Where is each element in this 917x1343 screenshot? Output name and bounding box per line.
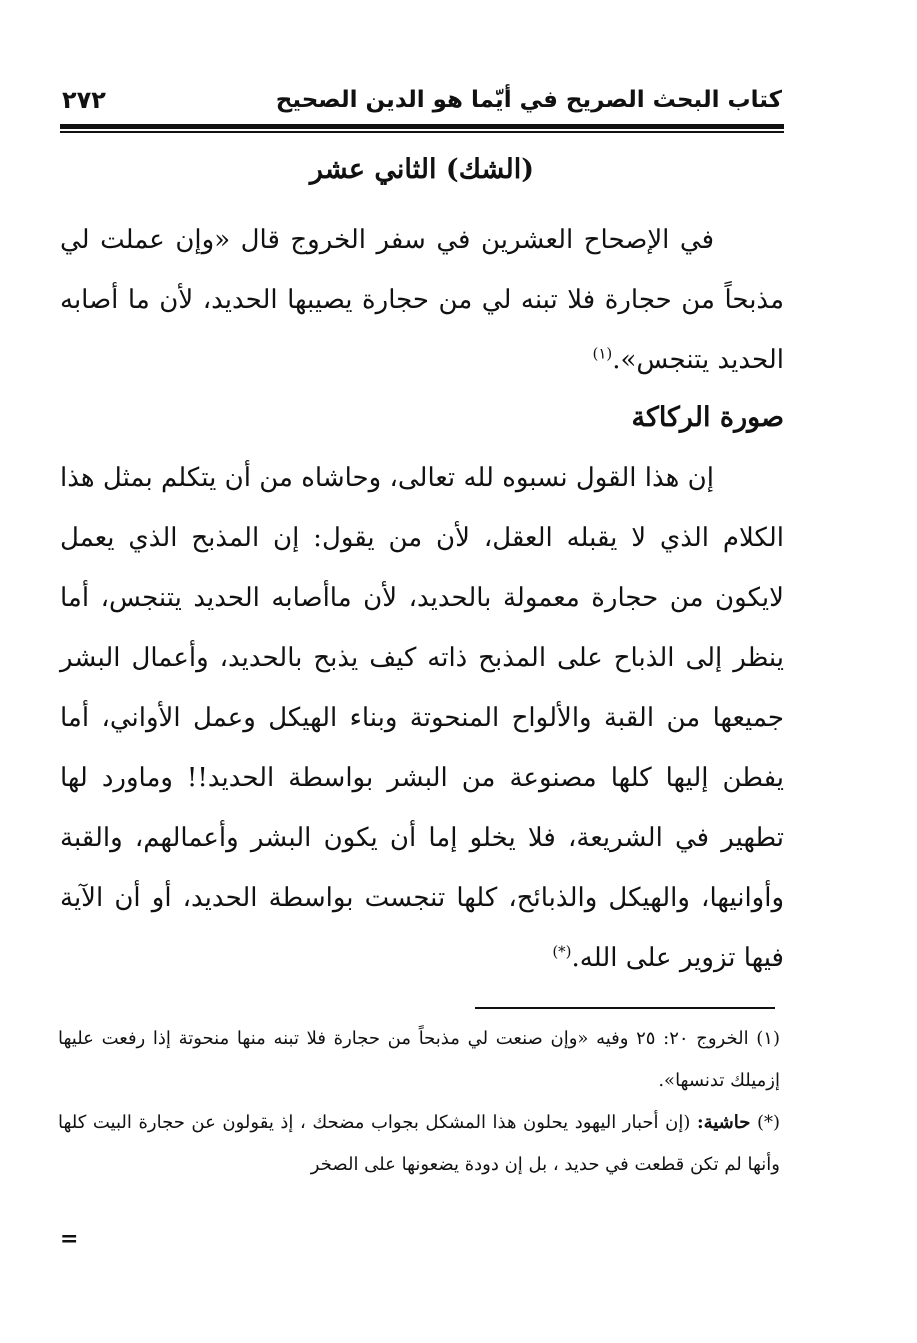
running-header: [62, 84, 782, 124]
footnote: [58, 1102, 780, 1186]
body-paragraph: [60, 210, 784, 390]
footnote-reference: (*): [552, 942, 572, 961]
footnote-reference: (١): [592, 344, 613, 363]
header-rule-thick: [60, 124, 784, 129]
footnote: [58, 1018, 780, 1102]
running-title: كتاب البحث الصريح في أيّما هو الدين الصحيح: [275, 87, 782, 113]
footnote-label: حاشية:: [696, 1112, 751, 1133]
footnote-text: (إن أحبار اليهود يحلون هذا المشكل بجواب مضحك ، إذ يقولون عن حجارة البيت كلها وأنها لم تكن قطعت في حديد ، بل إن دودة يضعونها على الصخر: [58, 1112, 780, 1175]
section-title: (الشك) الثاني عشر: [309, 154, 535, 185]
footnotes: [58, 1018, 780, 1186]
continuation-mark: =: [60, 1226, 79, 1252]
footnote-text: الخروج ٢٠: ٢٥ وفيه «وإن صنعت لي مذبحاً من حجارة فلا تبنه منها منحوتة إذا رفعت عليها إزميلك تدنسها».: [58, 1028, 780, 1091]
paragraph-text: في الإصحاح العشرين في سفر الخروج قال «وإن عملت لي مذبحاً من حجارة فلا تبنه لي من حجارة يصيبها الحديد، لأن ما أصابه الحديد يتنجس».: [60, 225, 784, 375]
paragraph-text: إن هذا القول نسبوه لله تعالى، وحاشاه من أن يتكلم بمثل هذا الكلام الذي لا يقبله العقل، لأن من يقول: إن المذبح الذي يعمل لايكون من حجارة معمولة بالحديد، لأن ماأصابه الحديد يتنجس، أما ينظر إلى الذباح على المذبح ذاته كيف يذبح بالحديد، وأعمال البشر جميعها من القبة والألواح المنحوتة وبناء الهيكل وعمل الأواني، أما يفطن إليها كلها مصنوعة من البشر بواسطة الحديد!! وماورد لها تطهير في الشريعة، فلا يخلو إما أن يكون البشر وأعمالهم، والقبة وأوانيها، والهيكل والذبائح، كلها تنجست بواسطة الحديد، أو أن الآية فيها تزوير على الله.: [60, 463, 784, 973]
body-paragraph: [60, 448, 784, 988]
footnote-marker: (١): [756, 1028, 780, 1049]
header-rule-thin: [60, 131, 784, 133]
footnote-marker: (*): [756, 1112, 780, 1133]
footnote-separator: [475, 1007, 775, 1009]
page-number: ٢٧٢: [62, 86, 106, 114]
subheading: صورة الركاكة: [631, 402, 784, 433]
